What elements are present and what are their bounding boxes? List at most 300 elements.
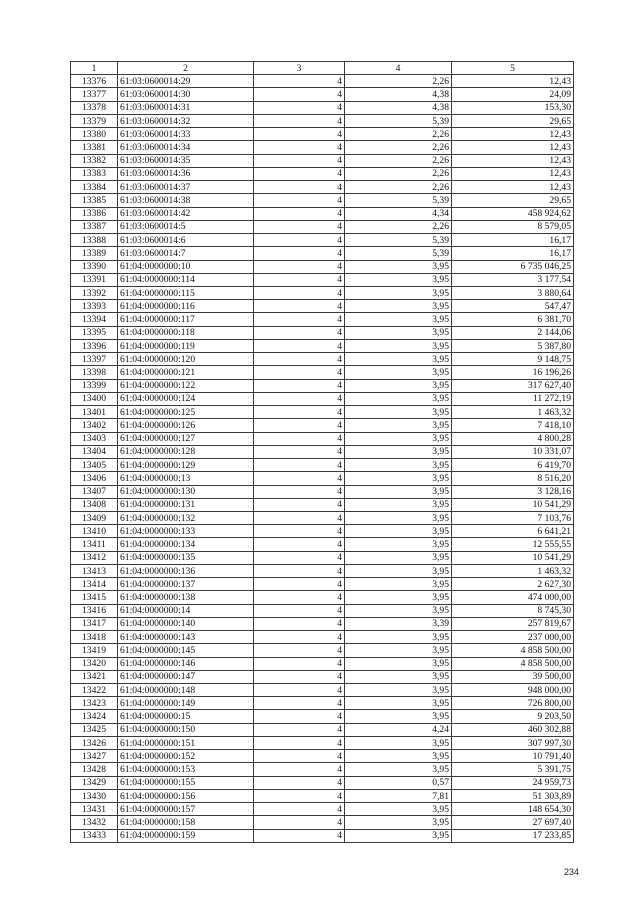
column-3-cell: 4: [254, 498, 345, 511]
row-index-cell: 13412: [71, 551, 118, 564]
column-3-cell: 4: [254, 326, 345, 339]
row-index-cell: 13411: [71, 538, 118, 551]
column-5-cell: 6 641,21: [452, 525, 574, 538]
row-index-cell: 13416: [71, 604, 118, 617]
column-3-cell: 4: [254, 194, 345, 207]
column-3-cell: 4: [254, 419, 345, 432]
row-index-cell: 13423: [71, 697, 118, 710]
cadastral-number-cell: 61:03:0600014:30: [118, 88, 254, 101]
column-3-cell: 4: [254, 578, 345, 591]
column-3-cell: 4: [254, 273, 345, 286]
column-3-cell: 4: [254, 710, 345, 723]
cadastral-number-cell: 61:04:0000000:146: [118, 657, 254, 670]
cadastral-number-cell: 61:04:0000000:150: [118, 723, 254, 736]
column-4-cell: 3,95: [345, 551, 452, 564]
column-4-cell: 3,95: [345, 353, 452, 366]
table-row: [71, 406, 574, 419]
cadastral-number-cell: 61:04:0000000:133: [118, 525, 254, 538]
column-4-cell: 2,26: [345, 181, 452, 194]
cadastral-number-cell: 61:04:0000000:126: [118, 419, 254, 432]
cadastral-number-cell: 61:04:0000000:15: [118, 710, 254, 723]
column-5-cell: 460 302,88: [452, 723, 574, 736]
column-5-cell: 3 880,64: [452, 286, 574, 299]
row-index-cell: 13424: [71, 710, 118, 723]
cadastral-number-cell: 61:04:0000000:114: [118, 273, 254, 286]
column-3-cell: 4: [254, 591, 345, 604]
column-4-cell: 3,95: [345, 525, 452, 538]
cadastral-number-cell: 61:04:0000000:120: [118, 353, 254, 366]
cadastral-number-cell: 61:03:0600014:37: [118, 181, 254, 194]
cadastral-number-cell: 61:03:0600014:6: [118, 234, 254, 247]
column-4-cell: 3,95: [345, 591, 452, 604]
column-4-cell: 5,39: [345, 247, 452, 260]
column-3-cell: 4: [254, 445, 345, 458]
column-3-cell: 4: [254, 234, 345, 247]
column-4-cell: 2,26: [345, 220, 452, 233]
column-4-cell: 3,95: [345, 578, 452, 591]
column-5-cell: 6 419,70: [452, 459, 574, 472]
row-index-cell: 13432: [71, 816, 118, 829]
table-row: [71, 617, 574, 630]
column-3-cell: 4: [254, 141, 345, 154]
cadastral-number-cell: 61:04:0000000:159: [118, 829, 254, 842]
column-4-cell: 3,95: [345, 670, 452, 683]
row-index-cell: 13419: [71, 644, 118, 657]
column-3-cell: 4: [254, 181, 345, 194]
column-5-cell: 24 959,73: [452, 776, 574, 789]
table-row: [71, 604, 574, 617]
column-3-cell: 4: [254, 286, 345, 299]
header-col-4: 4: [345, 62, 452, 75]
table-header: [71, 62, 574, 75]
column-5-cell: 29,65: [452, 114, 574, 127]
cadastral-number-cell: 61:04:0000000:145: [118, 644, 254, 657]
row-index-cell: 13421: [71, 670, 118, 683]
row-index-cell: 13386: [71, 207, 118, 220]
table-row: [71, 300, 574, 313]
cadastral-number-cell: 61:04:0000000:10: [118, 260, 254, 273]
column-3-cell: 4: [254, 816, 345, 829]
cadastral-number-cell: 61:03:0600014:42: [118, 207, 254, 220]
column-4-cell: 0,57: [345, 776, 452, 789]
column-4-cell: 2,26: [345, 75, 452, 88]
column-4-cell: 3,95: [345, 697, 452, 710]
column-5-cell: 5 391,75: [452, 763, 574, 776]
column-4-cell: 3,95: [345, 366, 452, 379]
column-4-cell: 5,39: [345, 194, 452, 207]
table-row: [71, 286, 574, 299]
cadastral-number-cell: 61:04:0000000:151: [118, 736, 254, 749]
table-row: [71, 313, 574, 326]
row-index-cell: 13417: [71, 617, 118, 630]
column-5-cell: 4 858 500,00: [452, 657, 574, 670]
column-5-cell: 726 800,00: [452, 697, 574, 710]
table-row: [71, 829, 574, 842]
cadastral-number-cell: 61:04:0000000:152: [118, 750, 254, 763]
cadastral-number-cell: 61:03:0600014:34: [118, 141, 254, 154]
column-3-cell: 4: [254, 154, 345, 167]
row-index-cell: 13382: [71, 154, 118, 167]
column-5-cell: 16,17: [452, 247, 574, 260]
cadastral-number-cell: 61:04:0000000:121: [118, 366, 254, 379]
header-col-1: 1: [71, 62, 118, 75]
table-row: [71, 154, 574, 167]
column-4-cell: 3,95: [345, 816, 452, 829]
table-row: [71, 525, 574, 538]
table-row: [71, 538, 574, 551]
column-3-cell: 4: [254, 392, 345, 405]
cadastral-number-cell: 61:04:0000000:13: [118, 472, 254, 485]
row-index-cell: 13381: [71, 141, 118, 154]
column-3-cell: 4: [254, 432, 345, 445]
column-4-cell: 3,95: [345, 472, 452, 485]
column-3-cell: 4: [254, 300, 345, 313]
cadastral-number-cell: 61:04:0000000:143: [118, 631, 254, 644]
column-4-cell: 2,26: [345, 128, 452, 141]
cadastral-number-cell: 61:03:0600014:7: [118, 247, 254, 260]
cadastral-number-cell: 61:04:0000000:147: [118, 670, 254, 683]
column-5-cell: 3 177,54: [452, 273, 574, 286]
column-3-cell: 4: [254, 128, 345, 141]
column-4-cell: 5,39: [345, 114, 452, 127]
table-row: [71, 551, 574, 564]
cadastral-number-cell: 61:04:0000000:138: [118, 591, 254, 604]
column-5-cell: 12 555,55: [452, 538, 574, 551]
cadastral-number-cell: 61:04:0000000:115: [118, 286, 254, 299]
row-index-cell: 13404: [71, 445, 118, 458]
column-5-cell: 2 144,06: [452, 326, 574, 339]
row-index-cell: 13390: [71, 260, 118, 273]
column-5-cell: 39 500,00: [452, 670, 574, 683]
column-3-cell: 4: [254, 406, 345, 419]
column-5-cell: 12,43: [452, 154, 574, 167]
column-4-cell: 3,95: [345, 763, 452, 776]
column-5-cell: 16 196,26: [452, 366, 574, 379]
column-5-cell: 257 819,67: [452, 617, 574, 630]
header-col-5: 5: [452, 62, 574, 75]
row-index-cell: 13377: [71, 88, 118, 101]
table-row: [71, 260, 574, 273]
column-3-cell: 4: [254, 114, 345, 127]
cadastral-number-cell: 61:04:0000000:132: [118, 511, 254, 524]
column-5-cell: 27 697,40: [452, 816, 574, 829]
column-4-cell: 2,26: [345, 167, 452, 180]
column-4-cell: 3,95: [345, 392, 452, 405]
row-index-cell: 13426: [71, 736, 118, 749]
column-4-cell: 3,95: [345, 313, 452, 326]
column-5-cell: 237 000,00: [452, 631, 574, 644]
row-index-cell: 13384: [71, 181, 118, 194]
table-row: [71, 141, 574, 154]
column-3-cell: 4: [254, 564, 345, 577]
cadastral-number-cell: 61:04:0000000:119: [118, 339, 254, 352]
column-3-cell: 4: [254, 260, 345, 273]
row-index-cell: 13422: [71, 684, 118, 697]
row-index-cell: 13378: [71, 101, 118, 114]
cadastral-number-cell: 61:04:0000000:124: [118, 392, 254, 405]
table-row: [71, 459, 574, 472]
row-index-cell: 13394: [71, 313, 118, 326]
table-row: [71, 670, 574, 683]
column-4-cell: 3,95: [345, 564, 452, 577]
column-3-cell: 4: [254, 247, 345, 260]
table-row: [71, 697, 574, 710]
table-row: [71, 657, 574, 670]
row-index-cell: 13431: [71, 803, 118, 816]
cadastral-number-cell: 61:04:0000000:135: [118, 551, 254, 564]
row-index-cell: 13408: [71, 498, 118, 511]
column-5-cell: 317 627,40: [452, 379, 574, 392]
column-3-cell: 4: [254, 379, 345, 392]
row-index-cell: 13401: [71, 406, 118, 419]
column-5-cell: 51 303,89: [452, 789, 574, 802]
table-row: [71, 432, 574, 445]
cadastral-number-cell: 61:04:0000000:153: [118, 763, 254, 776]
row-index-cell: 13406: [71, 472, 118, 485]
column-5-cell: 8 516,20: [452, 472, 574, 485]
cadastral-number-cell: 61:03:0600014:5: [118, 220, 254, 233]
column-4-cell: 3,95: [345, 485, 452, 498]
table-row: [71, 419, 574, 432]
cadastral-number-cell: 61:04:0000000:14: [118, 604, 254, 617]
column-3-cell: 4: [254, 101, 345, 114]
table-row: [71, 220, 574, 233]
column-5-cell: 12,43: [452, 75, 574, 88]
cadastral-number-cell: 61:04:0000000:131: [118, 498, 254, 511]
row-index-cell: 13413: [71, 564, 118, 577]
row-index-cell: 13398: [71, 366, 118, 379]
table-row: [71, 234, 574, 247]
column-4-cell: 3,95: [345, 339, 452, 352]
column-4-cell: 3,95: [345, 459, 452, 472]
row-index-cell: 13388: [71, 234, 118, 247]
cadastral-number-cell: 61:04:0000000:118: [118, 326, 254, 339]
table-row: [71, 763, 574, 776]
table-row: [71, 379, 574, 392]
cadastral-number-cell: 61:04:0000000:125: [118, 406, 254, 419]
column-5-cell: 9 203,50: [452, 710, 574, 723]
cadastral-number-cell: 61:04:0000000:117: [118, 313, 254, 326]
column-4-cell: 3,95: [345, 684, 452, 697]
column-5-cell: 7 418,10: [452, 419, 574, 432]
column-3-cell: 4: [254, 736, 345, 749]
column-4-cell: 3,95: [345, 432, 452, 445]
column-5-cell: 16,17: [452, 234, 574, 247]
cadastral-number-cell: 61:04:0000000:157: [118, 803, 254, 816]
table-row: [71, 114, 574, 127]
row-index-cell: 13393: [71, 300, 118, 313]
row-index-cell: 13385: [71, 194, 118, 207]
row-index-cell: 13389: [71, 247, 118, 260]
column-4-cell: 3,95: [345, 736, 452, 749]
cadastral-number-cell: 61:04:0000000:116: [118, 300, 254, 313]
column-3-cell: 4: [254, 525, 345, 538]
column-5-cell: 4 800,28: [452, 432, 574, 445]
column-5-cell: 29,65: [452, 194, 574, 207]
column-4-cell: 3,95: [345, 604, 452, 617]
column-4-cell: 5,39: [345, 234, 452, 247]
column-4-cell: 4,24: [345, 723, 452, 736]
column-4-cell: 3,95: [345, 538, 452, 551]
cadastral-number-cell: 61:04:0000000:140: [118, 617, 254, 630]
row-index-cell: 13415: [71, 591, 118, 604]
table-row: [71, 631, 574, 644]
column-3-cell: 4: [254, 657, 345, 670]
row-index-cell: 13391: [71, 273, 118, 286]
table-row: [71, 511, 574, 524]
table-row: [71, 485, 574, 498]
row-index-cell: 13407: [71, 485, 118, 498]
cadastral-number-cell: 61:04:0000000:156: [118, 789, 254, 802]
column-3-cell: 4: [254, 511, 345, 524]
column-4-cell: 3,95: [345, 445, 452, 458]
column-5-cell: 2 627,30: [452, 578, 574, 591]
table-row: [71, 181, 574, 194]
column-4-cell: 3,95: [345, 379, 452, 392]
column-5-cell: 12,43: [452, 181, 574, 194]
row-index-cell: 13409: [71, 511, 118, 524]
table-row: [71, 353, 574, 366]
cadastral-number-cell: 61:03:0600014:35: [118, 154, 254, 167]
column-3-cell: 4: [254, 339, 345, 352]
table-row: [71, 776, 574, 789]
row-index-cell: 13402: [71, 419, 118, 432]
column-4-cell: 3,95: [345, 498, 452, 511]
column-5-cell: 12,43: [452, 128, 574, 141]
row-index-cell: 13399: [71, 379, 118, 392]
row-index-cell: 13418: [71, 631, 118, 644]
column-3-cell: 4: [254, 644, 345, 657]
cadastral-number-cell: 61:04:0000000:149: [118, 697, 254, 710]
column-5-cell: 10 331,07: [452, 445, 574, 458]
column-4-cell: 4,38: [345, 88, 452, 101]
table-row: [71, 591, 574, 604]
row-index-cell: 13395: [71, 326, 118, 339]
table-row: [71, 88, 574, 101]
column-4-cell: 4,34: [345, 207, 452, 220]
cadastral-number-cell: 61:03:0600014:32: [118, 114, 254, 127]
column-4-cell: 3,95: [345, 406, 452, 419]
column-4-cell: 3,95: [345, 326, 452, 339]
column-5-cell: 4 858 500,00: [452, 644, 574, 657]
row-index-cell: 13387: [71, 220, 118, 233]
column-4-cell: 3,95: [345, 511, 452, 524]
column-4-cell: 3,95: [345, 644, 452, 657]
row-index-cell: 13403: [71, 432, 118, 445]
column-5-cell: 9 148,75: [452, 353, 574, 366]
column-5-cell: 458 924,62: [452, 207, 574, 220]
column-3-cell: 4: [254, 776, 345, 789]
table-row: [71, 578, 574, 591]
row-index-cell: 13429: [71, 776, 118, 789]
row-index-cell: 13383: [71, 167, 118, 180]
column-3-cell: 4: [254, 750, 345, 763]
column-3-cell: 4: [254, 353, 345, 366]
column-5-cell: 12,43: [452, 167, 574, 180]
column-5-cell: 948 000,00: [452, 684, 574, 697]
column-5-cell: 1 463,32: [452, 564, 574, 577]
cadastral-number-cell: 61:04:0000000:136: [118, 564, 254, 577]
table-row: [71, 339, 574, 352]
table-row: [71, 710, 574, 723]
column-5-cell: 3 128,16: [452, 485, 574, 498]
column-3-cell: 4: [254, 604, 345, 617]
column-4-cell: 3,95: [345, 657, 452, 670]
row-index-cell: 13427: [71, 750, 118, 763]
row-index-cell: 13380: [71, 128, 118, 141]
cadastral-number-cell: 61:04:0000000:148: [118, 684, 254, 697]
column-5-cell: 17 233,85: [452, 829, 574, 842]
column-5-cell: 148 654,30: [452, 803, 574, 816]
column-5-cell: 1 463,32: [452, 406, 574, 419]
column-3-cell: 4: [254, 538, 345, 551]
column-5-cell: 547,47: [452, 300, 574, 313]
table-row: [71, 644, 574, 657]
cadastral-number-cell: 61:04:0000000:128: [118, 445, 254, 458]
table-row: [71, 128, 574, 141]
table-row: [71, 392, 574, 405]
column-4-cell: 2,26: [345, 141, 452, 154]
table-row: [71, 750, 574, 763]
cadastral-number-cell: 61:03:0600014:31: [118, 101, 254, 114]
table-row: [71, 194, 574, 207]
column-4-cell: 3,95: [345, 300, 452, 313]
row-index-cell: 13405: [71, 459, 118, 472]
column-3-cell: 4: [254, 167, 345, 180]
column-5-cell: 11 272,19: [452, 392, 574, 405]
column-5-cell: 307 997,30: [452, 736, 574, 749]
data-table: [70, 61, 574, 843]
column-5-cell: 8 745,30: [452, 604, 574, 617]
row-index-cell: 13430: [71, 789, 118, 802]
column-4-cell: 3,95: [345, 710, 452, 723]
table-row: [71, 247, 574, 260]
column-3-cell: 4: [254, 75, 345, 88]
row-index-cell: 13420: [71, 657, 118, 670]
column-5-cell: 153,30: [452, 101, 574, 114]
column-4-cell: 3,95: [345, 273, 452, 286]
column-5-cell: 10 791,40: [452, 750, 574, 763]
row-index-cell: 13400: [71, 392, 118, 405]
cadastral-number-cell: 61:03:0600014:29: [118, 75, 254, 88]
header-row: [71, 62, 574, 75]
column-5-cell: 6 381,70: [452, 313, 574, 326]
table-row: [71, 366, 574, 379]
column-5-cell: 7 103,76: [452, 511, 574, 524]
column-3-cell: 4: [254, 485, 345, 498]
column-5-cell: 6 735 046,25: [452, 260, 574, 273]
table-row: [71, 684, 574, 697]
column-3-cell: 4: [254, 684, 345, 697]
column-5-cell: 474 000,00: [452, 591, 574, 604]
row-index-cell: 13425: [71, 723, 118, 736]
cadastral-number-cell: 61:04:0000000:129: [118, 459, 254, 472]
cadastral-number-cell: 61:03:0600014:36: [118, 167, 254, 180]
table-row: [71, 803, 574, 816]
column-5-cell: 8 579,05: [452, 220, 574, 233]
cadastral-number-cell: 61:04:0000000:134: [118, 538, 254, 551]
column-3-cell: 4: [254, 207, 345, 220]
column-5-cell: 5 387,80: [452, 339, 574, 352]
row-index-cell: 13414: [71, 578, 118, 591]
row-index-cell: 13433: [71, 829, 118, 842]
row-index-cell: 13410: [71, 525, 118, 538]
column-3-cell: 4: [254, 803, 345, 816]
row-index-cell: 13379: [71, 114, 118, 127]
cadastral-number-cell: 61:04:0000000:137: [118, 578, 254, 591]
column-5-cell: 10 541,29: [452, 551, 574, 564]
table-body: [71, 75, 574, 843]
